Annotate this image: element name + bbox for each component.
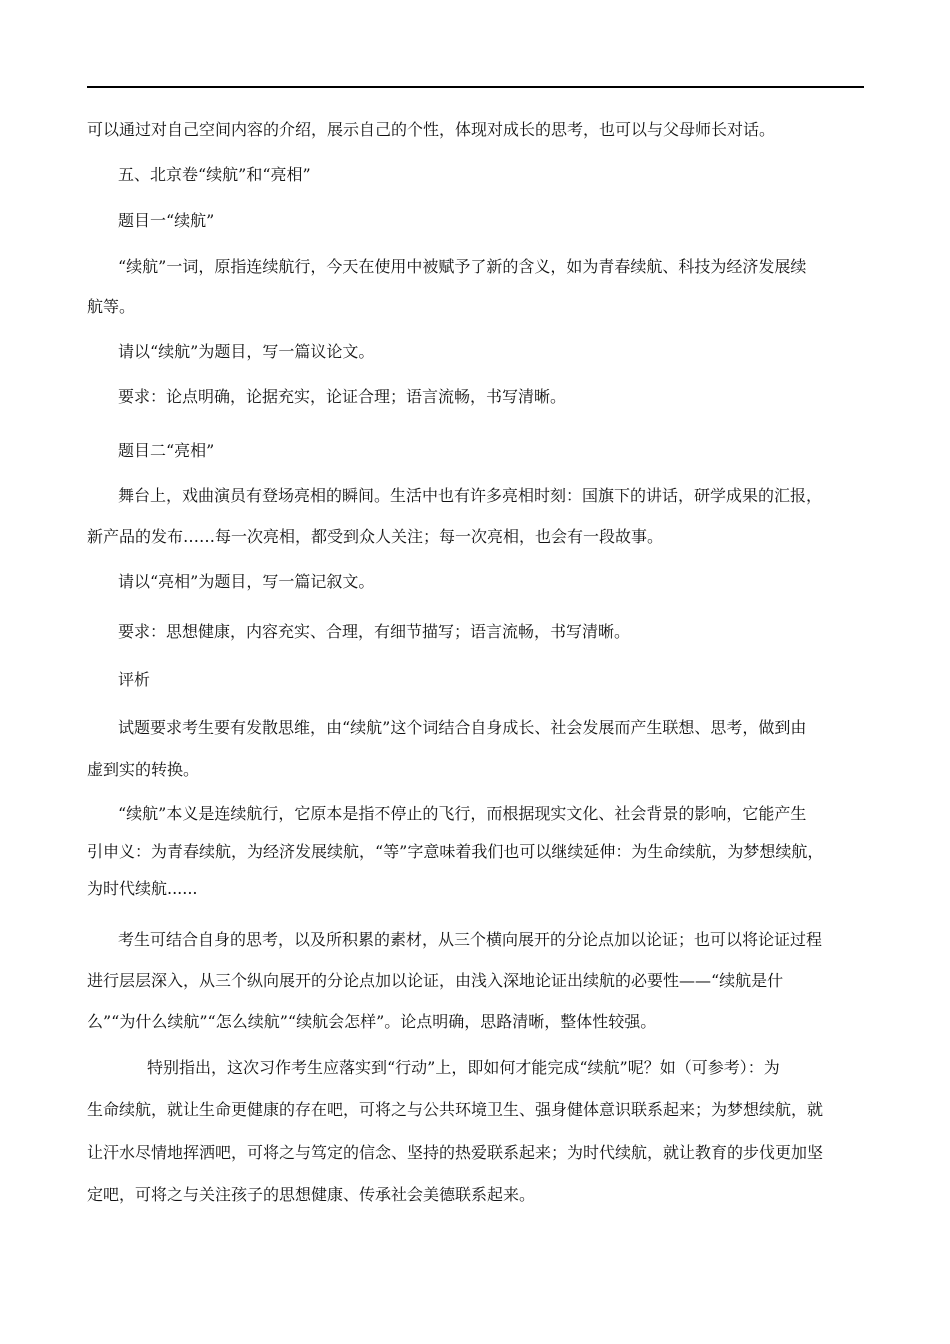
text-line: 评析: [118, 670, 151, 689]
paragraph: [87, 623, 864, 641]
text-line: 为时代续航......: [87, 879, 198, 898]
text-line: 让汗水尽情地挥洒吧，可将之与笃定的信念、坚持的热爱联系起来；为时代续航，就让教育的步伐更加坚: [87, 1142, 824, 1162]
text-line: 试题要求考生要有发散思维，由“续航”这个词结合自身成长、社会发展而产生联想、思考，做到由: [118, 718, 807, 737]
paragraph: [87, 1059, 864, 1204]
paragraph: [87, 343, 864, 361]
text-line: 要求：思想健康，内容充实、合理，有细节描写；语言流畅，书写清晰。: [118, 622, 631, 641]
text-line: 五、北京卷“续航”和“亮相”: [118, 165, 311, 184]
text-line: 虚到实的转换。: [87, 760, 200, 779]
paragraph: [87, 719, 864, 779]
paragraph: [87, 573, 864, 591]
text-line: 请以“续航”为题目，写一篇议论文。: [118, 342, 375, 361]
paragraph: [87, 212, 864, 230]
paragraph: [87, 166, 864, 184]
text-line: 么”“为什么续航”“怎么续航”“续航会怎样”。论点明确，思路清晰，整体性较强。: [87, 1012, 657, 1031]
text-line: 考生可结合自身的思考，以及所积累的素材，从三个横向展开的分论点加以论证；也可以将论证过程: [118, 930, 823, 949]
text-line: 要求：论点明确，论据充实，论证合理；语言流畅，书写清晰。: [118, 387, 567, 406]
text-line: 进行层层深入，从三个纵向展开的分论点加以论证，由浅入深地论证出续航的必要性——“续航是什: [87, 971, 784, 990]
text-line: 请以“亮相”为题目，写一篇记叙文。: [118, 572, 375, 591]
paragraph: [87, 121, 864, 139]
text-line: 新产品的发布……每一次亮相，都受到众人关注；每一次亮相，也会有一段故事。: [87, 527, 664, 546]
text-line: 定吧，可将之与关注孩子的思想健康、传承社会美德联系起来。: [87, 1184, 536, 1204]
header-rule: [87, 86, 864, 88]
text-line: 航等。: [87, 297, 136, 316]
text-line: 引申义：为青春续航，为经济发展续航，“等”字意味着我们也可以继续延伸：为生命续航，为梦想续航，: [87, 841, 824, 861]
paragraph: [87, 442, 864, 460]
paragraph: [87, 258, 864, 316]
paragraph: [87, 931, 864, 1031]
paragraph: [87, 487, 864, 546]
text-line: 舞台上，戏曲演员有登场亮相的瞬间。生活中也有许多亮相时刻：国旗下的讲话，研学成果的汇报，: [118, 486, 823, 505]
paragraph: [87, 805, 864, 898]
text-line: “续航”本义是连续航行，它原本是指不停止的飞行，而根据现实文化、社会背景的影响，它能产生: [118, 804, 807, 823]
text-line: 题目二“亮相”: [118, 441, 215, 460]
paragraph: [87, 388, 864, 406]
text-line: 生命续航，就让生命更健康的存在吧，可将之与公共环境卫生、强身健体意识联系起来；为梦想续航，就: [87, 1100, 824, 1120]
text-line: 题目一“续航”: [118, 211, 215, 230]
text-line: 可以通过对自己空间内容的介绍，展示自己的个性，体现对成长的思考，也可以与父母师长对话。: [87, 120, 776, 139]
text-line: “续航”一词，原指连续航行，今天在使用中被赋予了新的含义，如为青春续航、科技为经济发展续: [118, 257, 807, 276]
paragraph: [87, 671, 864, 689]
text-line: 特别指出，这次习作考生应落实到“行动”上，即如何才能完成“续航”呢？如（可参考）：为: [147, 1058, 780, 1077]
